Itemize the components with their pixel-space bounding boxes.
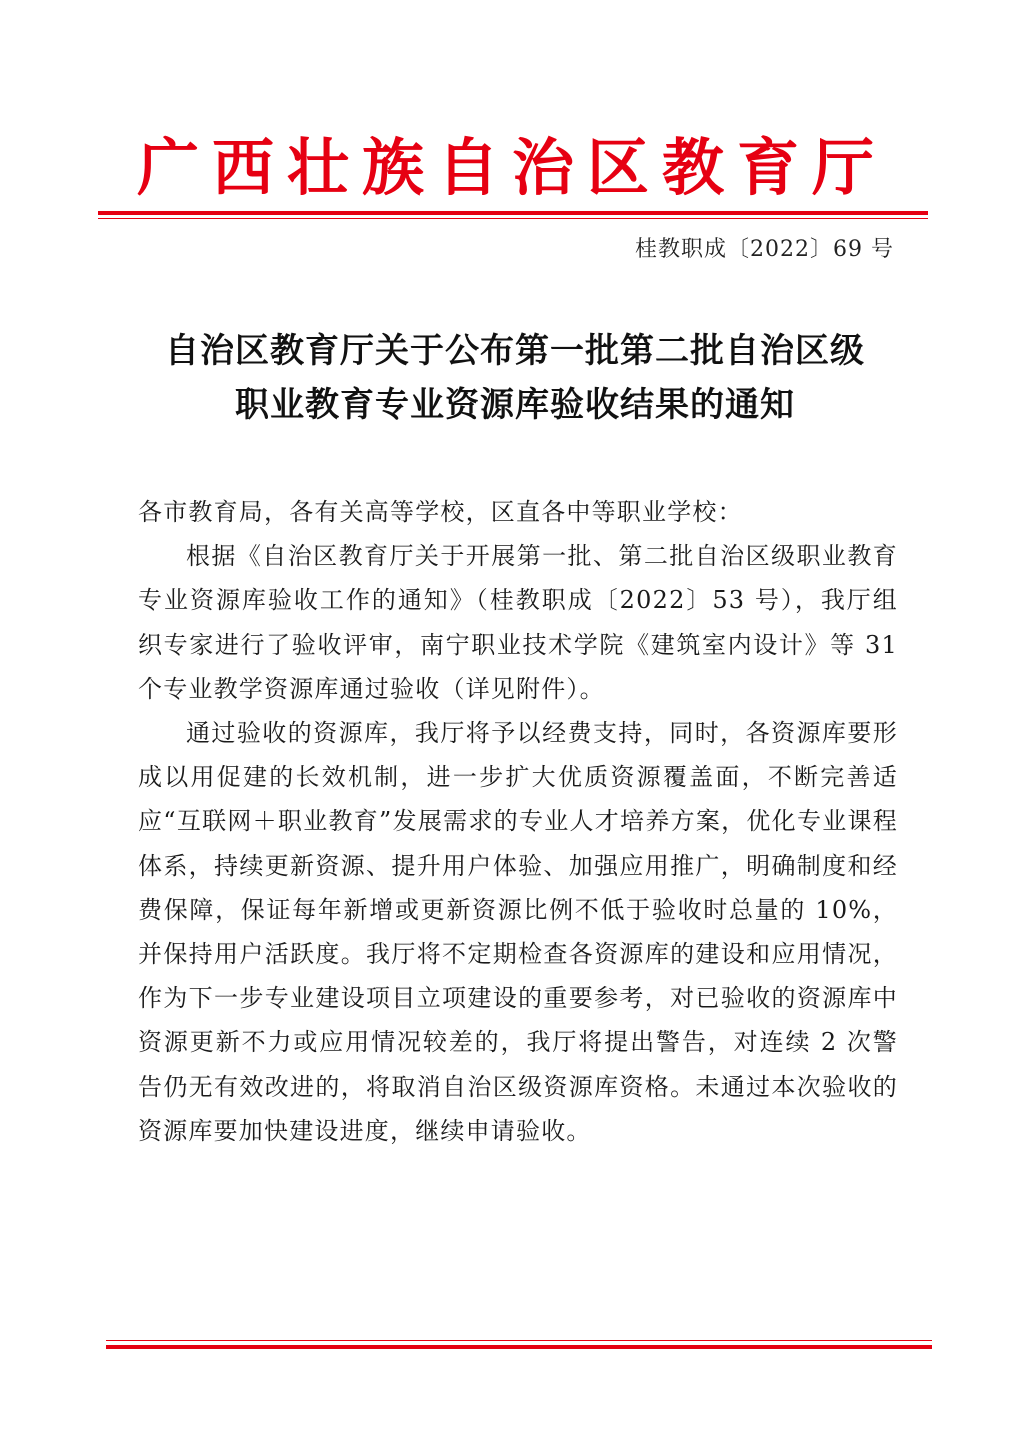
document-title-line-2: 职业教育专业资源库验收结果的通知 (235, 385, 795, 425)
masthead-rule-thick (98, 211, 928, 215)
document-body (138, 490, 898, 1153)
document-title-line-1: 自治区教育厅关于公布第一批第二批自治区级 (165, 331, 865, 371)
footer-rule-thick (106, 1345, 932, 1349)
masthead-org-name: 广西壮族自治区教育厅 (136, 131, 887, 204)
body-paragraph-1: 根据《自治区教育厅关于开展第一批、第二批自治区级职业教育专业资源库验收工作的通知》（桂教职成〔2022〕53 号），我厅组织专家进行了验收评审，南宁职业技术学院《建筑室内设计》等 31 个专业教学资源库通过验收（详见附件）。 (138, 542, 898, 703)
body-paragraph-2: 通过验收的资源库，我厅将予以经费支持，同时，各资源库要形成以用促建的长效机制，进一步扩大优质资源覆盖面，不断完善适应“互联网＋职业教育”发展需求的专业人才培养方案，优化专业课程体系，持续更新资源、提升用户体验、加强应用推广，明确制度和经费保障，保证每年新增或更新资源比例不低于验收时总量的 10%，并保持用户活跃度。我厅将不定期检查各资源库的建设和应用情况，作为下一步专业建设项目立项建设的重要参考，对已验收的资源库中资源更新不力或应用情况较差的，我厅将提出警告，对连续 2 次警告仍无有效改进的，将取消自治区级资源库资格。未通过本次验收的资源库要加快建设进度，继续申请验收。 (138, 719, 898, 1145)
document-title (120, 324, 910, 432)
salutation: 各市教育局，各有关高等学校，区直各中等职业学校： (138, 498, 743, 526)
document-number: 桂教职成〔2022〕69 号 (635, 237, 894, 262)
masthead-rule-thin (98, 218, 928, 219)
footer-rule-thin (106, 1340, 932, 1341)
